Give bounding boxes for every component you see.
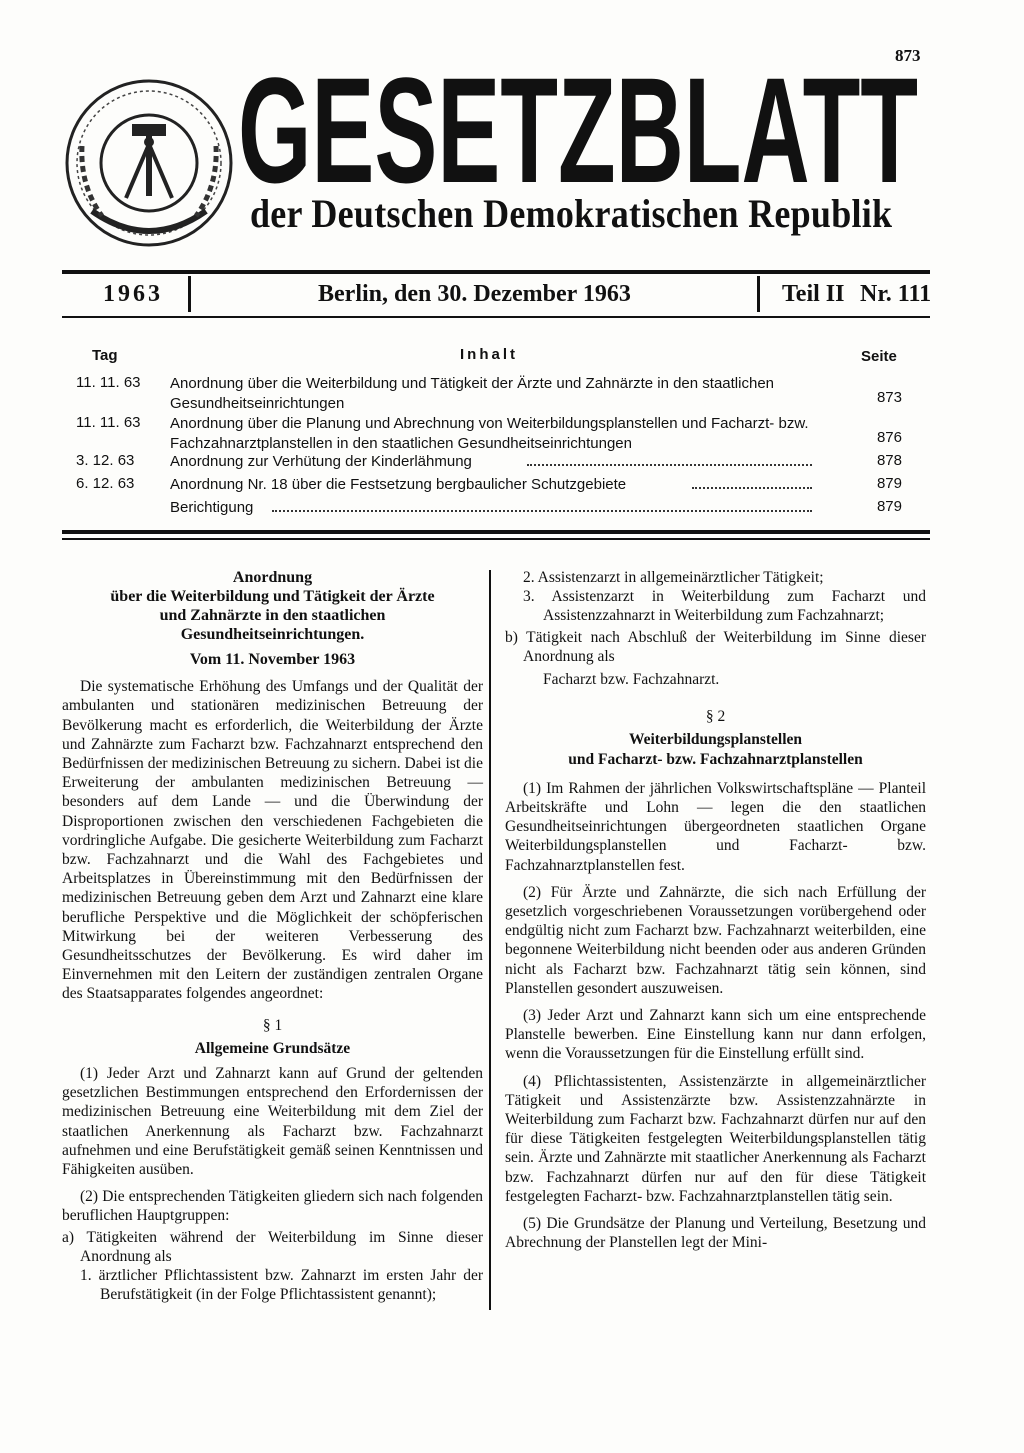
article-heading [62,568,483,644]
section-number: § 1 [262,1016,283,1034]
paragraph: (2) Die entsprechenden Tätigkeiten gliedern sich nach folgenden beruflichen Hauptgruppen: [62,1188,483,1225]
column-divider [489,570,491,1310]
list-item: b) Tätigkeit nach Abschluß der Weiterbildung im Sinne dieser Anordnung als [505,628,926,665]
toc-title: Anordnung über die Weiterbildung und Tätigkeit der Ärzte und Zahnärzte in den staatlichen Gesundheitseinrichtungen [170,375,774,412]
section-title: und Facharzt- bzw. Fachzahnarztplanstellen [568,750,863,768]
paragraph: (1) Im Rahmen der jährlichen Volkswirtschaftspläne — Planteil Arbeitskräfte und Lohn — legen die den staatlichen Gesundheitseinrichtungen übergeordneten staatlichen Organe Weiterbildungsplanstellen und Facharzt- bzw. Fachzahnarztplanstellen fest. [505,779,926,874]
masthead-subtitle: der Deutschen Demokratischen Republik [250,191,893,236]
toc-page: 879 [876,475,902,492]
toc-page-header: Seite [861,348,897,365]
list-item: Facharzt bzw. Fachzahnarzt. [543,671,720,689]
toc-title: Anordnung Nr. 18 über die Festsetzung bergbaulicher Schutzgebiete [170,476,627,493]
list-item: 3. Assistenzarzt in Weiterbildung zum Facharzt und Assistenzzahnarzt in Weiterbildung zum Fachzahnarzt; [523,588,926,625]
issue-year: 1963 [103,281,163,307]
toc-page: 873 [876,389,902,406]
toc-day: 11. 11. 63 [76,414,141,431]
toc-leader-dots [692,487,812,489]
issue-divider [188,276,191,312]
column-left [62,568,483,1305]
toc-title: Anordnung über die Planung und Abrechnung von Weiterbildungsplanstellen und Facharzt- bzw. Fachzahnarztplanstellen in den staatlichen Gesundheitseinrichtungen [170,415,809,452]
toc-page: 878 [876,452,902,469]
svg-text:GESETZBLATT: GESETZBLATT [238,64,918,194]
page-number: 873 [895,46,921,65]
article-heading-line: über die Weiterbildung und Tätigkeit der Ärzte [110,588,435,605]
issue-date: Berlin, den 30. Dezember 1963 [318,281,631,307]
article-heading-line: und Zahnärzte in den staatlichen [159,607,386,624]
list-item: 1. ärztlicher Pflichtassistent bzw. Zahnarzt im ersten Jahr der Berufstätigkeit (in der Folge Pflichtassistent genannt); [80,1267,483,1304]
toc-day-header: Tag [92,347,118,364]
toc-day: 11. 11. 63 [76,374,141,391]
issue-divider [757,276,760,312]
section-title: Allgemeine Grundsätze [194,1039,351,1057]
list-item: a) Tätigkeiten während der Weiterbildung im Sinne dieser Anordnung als [62,1228,483,1265]
toc-day: 6. 12. 63 [76,475,135,492]
rule-bottom [62,538,930,540]
toc-page: 876 [876,429,902,446]
rule-bottom [62,530,930,534]
paragraph: (1) Jeder Arzt und Zahnarzt kann auf Grund der geltenden gesetzlichen Bestimmungen entsprechend den Erfordernissen der medizinischen Betreuung eine Weiterbildung mit dem Ziel der staatlichen Anerkennung als Facharzt bzw. Fachzahnarzt aufnehmen und eine Berufstätigkeit gemäß seinen Kenntnissen und Fähigkeiten ausüben. [62,1065,483,1179]
toc-title: Anordnung zur Verhütung der Kinderlähmung [170,453,472,470]
list-item: 2. Assistenzarzt in allgemeinärztlicher Tätigkeit; [523,569,824,586]
toc-content-header: Inhalt [460,346,518,363]
preamble: Die systematische Erhöhung des Umfangs und der Qualität der ambulanten und stationären medizinischen Betreuung der Bevölkerung macht es erforderlich, die Weiterbildung der Ärzte und Zahnärzte zum Facharzt bzw. Fachzahnarzt entsprechend den Bedürfnissen der medizinischen Betreuung zu sichern. Dabei ist die Erweiterung der ambulanten medizinischen Betreuung — besonders auf dem Lande — und die Überwindung der Disproportionen zwischen den verschiedenen Fachgebieten die vordringliche Aufgabe. Die gesicherte Weiterbildung zum Facharzt bzw. Fachzahnarzt und die Wahl des Fachgebietes und Arbeitsplatzes in Übereinstimmung mit den Bedürfnissen der medizinischen Betreuung geben dem Arzt und Zahnarzt eine klare berufliche Perspektive und die Möglichkeit der schöpferischen Mitwirkung bei der weiteren Verbesserung des Gesundheitsschutzes der Bevölkerung. Es wird daher im Einvernehmen mit den Leitern der zuständigen zentralen Organe des Staatsapparates folgendes angeordnet: [62,678,483,1003]
paragraph: (5) Die Grundsätze der Planung und Verteilung, Besetzung und Abrechnung der Planstellen legt der Mini- [505,1215,926,1252]
article-date: Vom 11. November 1963 [189,651,356,668]
paragraph: (4) Pflichtassistenten, Assistenzärzte in allgemeinärztlicher Tätigkeit und Assistenzärzte bzw. Assistenzzahnärzte in Weiterbildung zum Facharzt bzw. Fachzahnarzt dürfen nur auf den für diese Tätigkeiten festgelegten Weiterbildungsplanstellen tätig sein. Ärzte und Zahnärzte mit staatlicher Anerkennung als Facharzt bzw. Fachzahnarzt dürfen nur auf den für diese Tätigkeit festgelegten Facharzt- bzw. Fachzahnarztplanstellen tätig sein. [505,1072,926,1205]
paragraph: (3) Jeder Arzt und Zahnarzt kann sich um eine entsprechende Planstelle bewerben. Eine Einstellung kann nur dann erfolgen, wenn die Voraussetzungen für die Einstellung erfüllt sind. [505,1007,926,1063]
state-emblem-icon [62,76,237,251]
toc-day: 3. 12. 63 [76,452,135,469]
toc-title: Berichtigung [170,499,254,516]
column-right [505,568,926,1261]
issue-part: Teil II [782,281,845,307]
toc-page: 879 [876,498,902,515]
toc-leader-dots [527,464,812,466]
masthead-title [238,64,920,194]
rule-under-issue [62,316,930,318]
article-heading-line: Gesundheitseinrichtungen. [180,626,365,643]
issue-number: Nr. 111 [860,281,932,307]
section-number: § 2 [705,708,726,726]
article-heading-line: Anordnung [232,569,313,586]
toc-leader-dots [272,510,812,512]
paragraph: (2) Für Ärzte und Zahnärzte, die sich nach Erfüllung der gesetzlich vorgeschriebenen Voraussetzungen vorübergehend oder endgültig nicht zum Facharzt bzw. Fachzahnarzt weiterbilden, eine begonnene Weiterbildung nicht beenden oder aus anderen Gründen nicht als Facharzt bzw. Fachzahnarzt tätig sein können, sind Planstellen gesondert auszuweisen. [505,883,926,997]
section-title: Weiterbildungsplanstellen [628,731,803,749]
rule-top [62,270,930,274]
